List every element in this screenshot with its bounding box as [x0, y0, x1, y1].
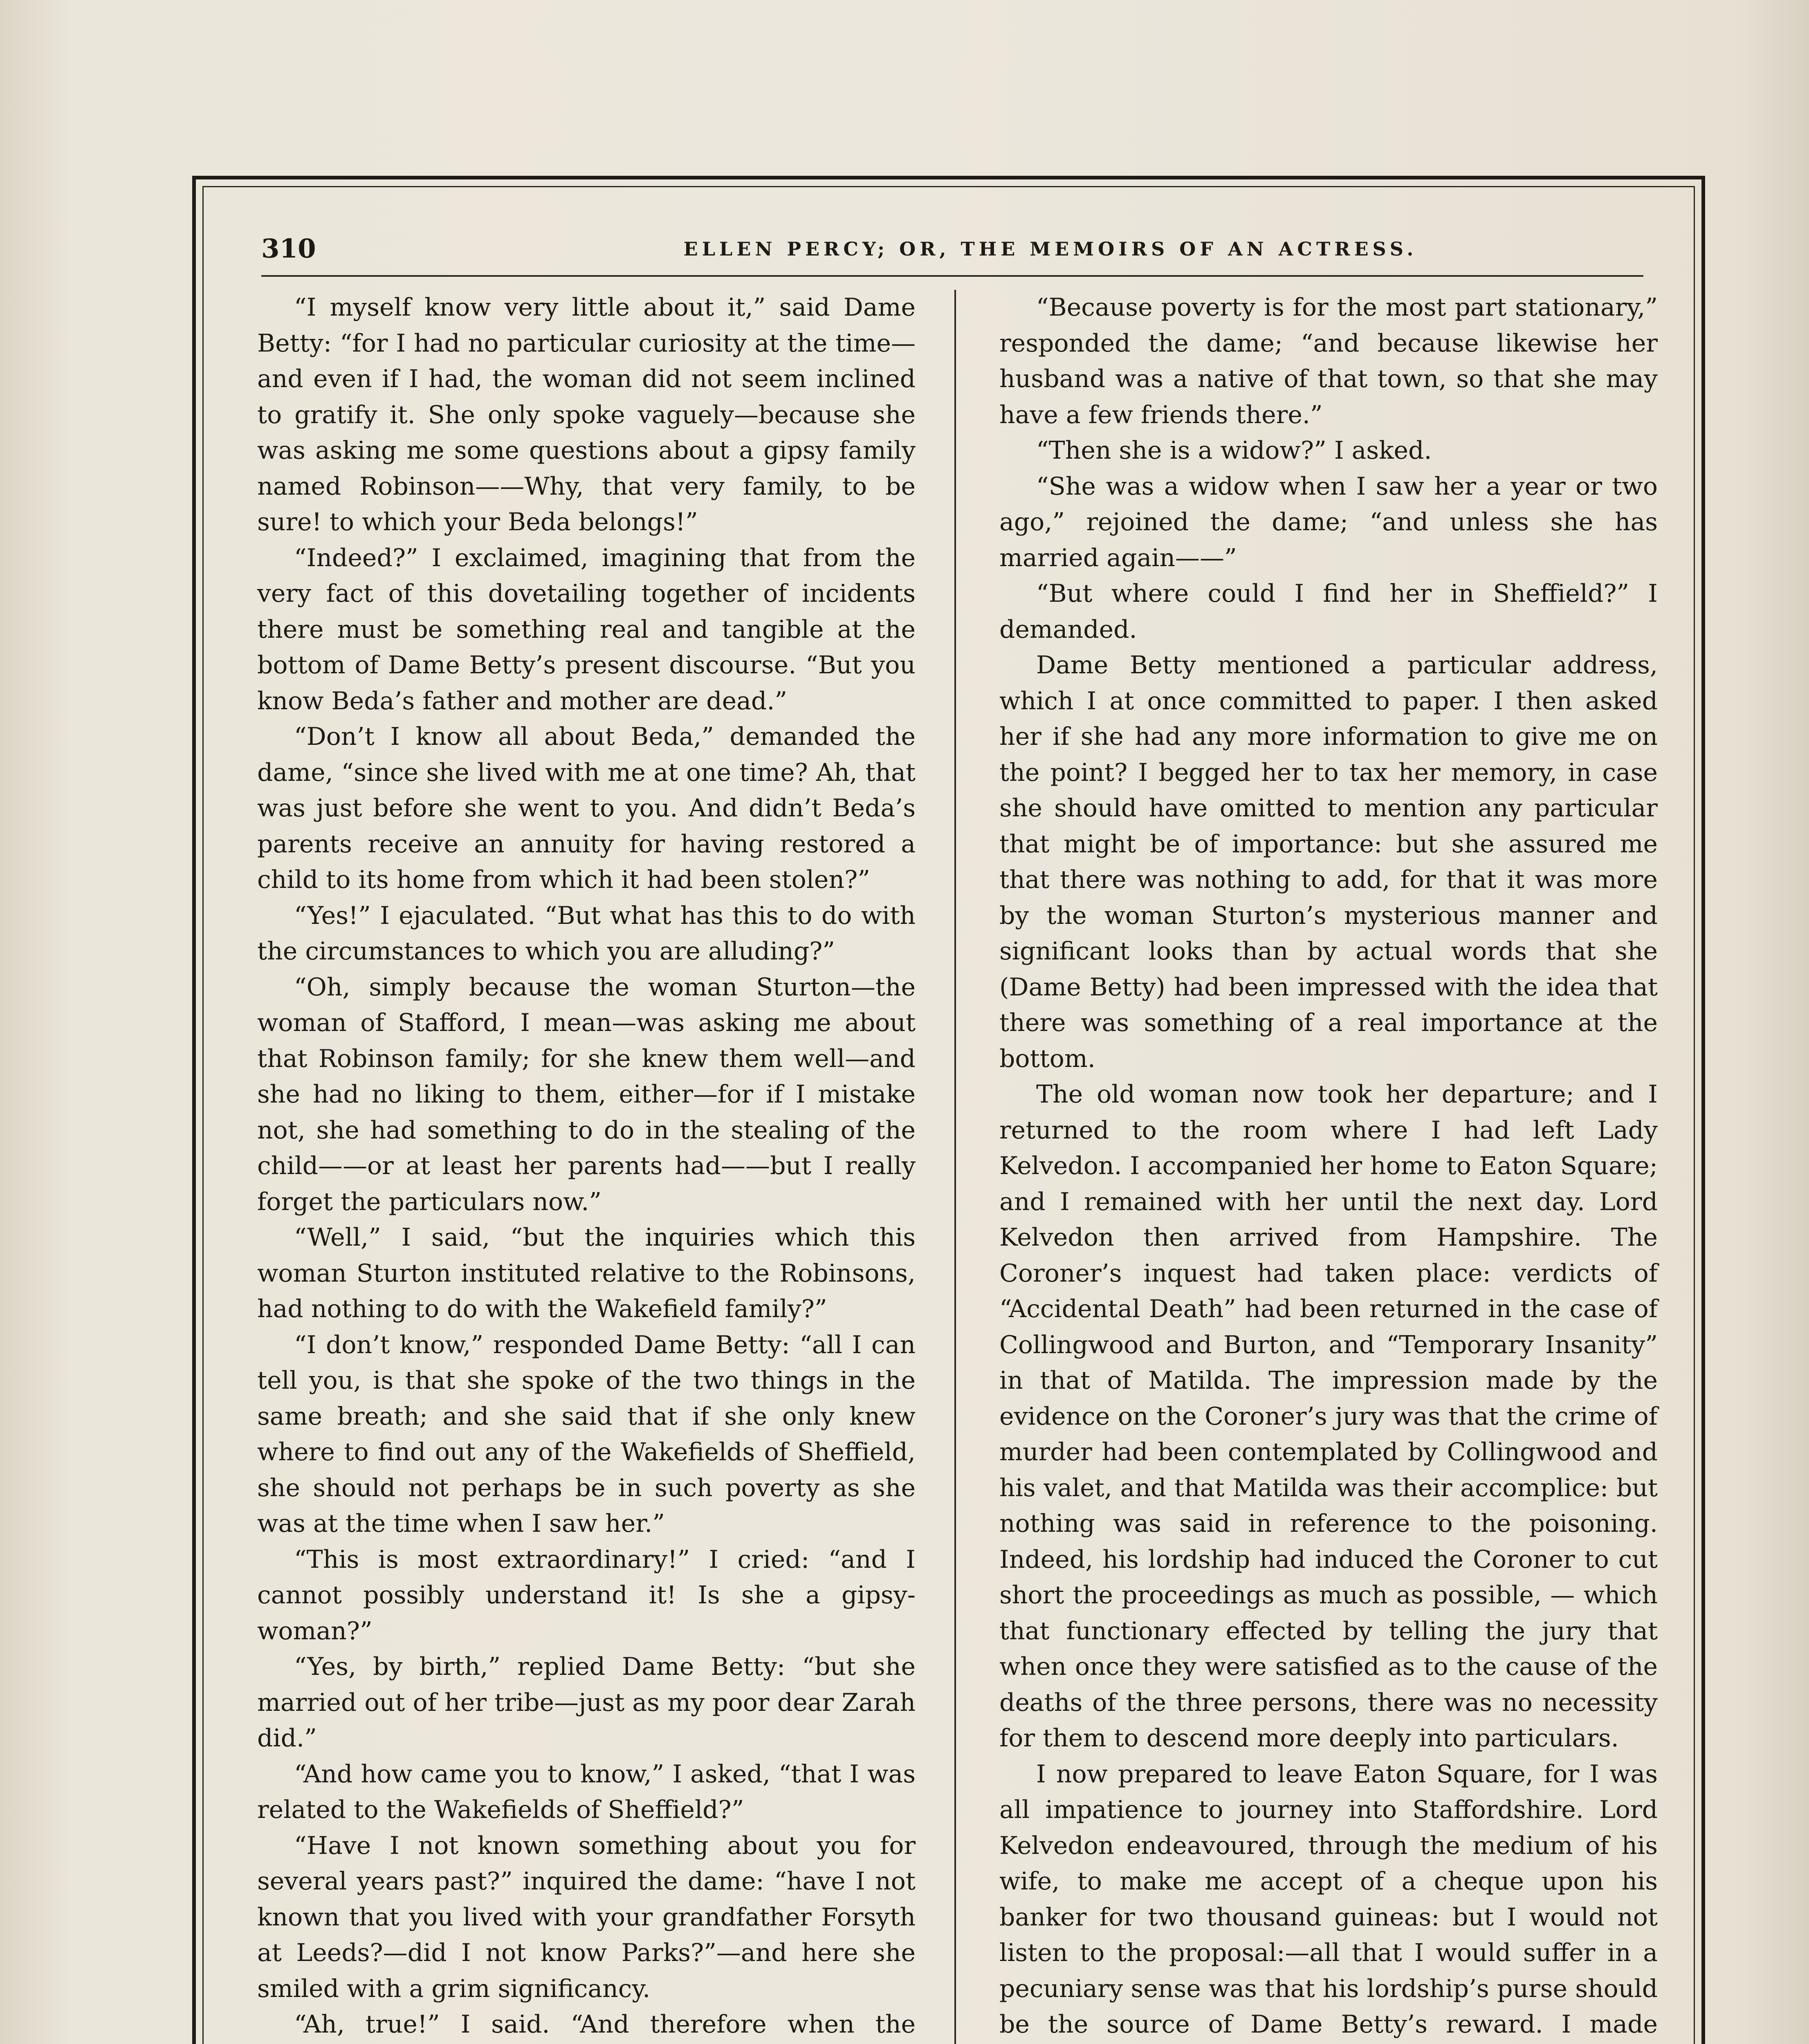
paragraph: “But where could I find her in Sheffield?” I demanded.: [999, 579, 1658, 644]
right-column: [999, 290, 1658, 2044]
paragraph: “She was a widow when I saw her a year or two ago,” rejoined the dame; “and unless she has married again——”: [999, 472, 1658, 572]
paragraph: I now prepared to leave Eaton Square, for I was all impatience to journey into Staffordshire. Lord Kelvedon endeavoured, through the medium of his wife, to make me accept of a cheque upon his banker for two thousand guineas: but I would not listen to the proposal:—all that I would suffer in a pecuniary sense was that his lordship’s purse should be the source of Dame Betty’s reward. I made: [999, 1759, 1658, 2039]
paragraph: “And how came you to know,” I asked, “that I was related to the Wakefields of Sheffield?”: [257, 1759, 916, 1824]
left-column: [257, 290, 916, 2044]
paragraph: The old woman now took her departure; and I returned to the room where I had left Lady Kelvedon. I accompanied her home to Eaton Square; and I remained with her until the next day. Lord Kelvedon then arrived from Hampshire. The Coroner’s inquest had taken place: verdicts of “Accidental Death” had been returned in the case of Collingwood and Burton, and “Temporary Insanity” in that of Matilda. The impression made by the evidence on the Coroner’s jury was that the crime of murder had been contemplated by Collingwood and his valet, and that Matilda was their accomplice: but nothing was said in reference to the poisoning. Indeed, his lordship had induced the Coroner to cut short the proceedings as much as possible, — which that functionary effected by telling the jury that when once they were satisfied as to the cause of the deaths of the three persons, there was no necessity for them to descend more deeply into particulars.: [999, 1080, 1658, 1753]
paragraph: “I don’t know,” responded Dame Betty: “all I can tell you, is that she spoke of the two things in the same breath; and she said that if she only knew where to find out any of the Wakefields of Sheffield, she should not perhaps be in such poverty as she was at the time when I saw her.”: [257, 1330, 916, 1538]
paragraph: “This is most extraordinary!” I cried: “and I cannot possibly understand it! Is she a gipsy-woman?”: [257, 1545, 916, 1645]
paragraph: “Don’t I know all about Beda,” demanded the dame, “since she lived with me at one time? Ah, that was just before she went to you. And didn’t Beda’s parents receive an annuity for having restored a child to its home from which it had been stolen?”: [257, 722, 916, 894]
column-divider: [954, 290, 956, 2044]
paragraph: “Yes, by birth,” replied Dame Betty: “but she married out of her tribe—just as my poor dear Zarah did.”: [257, 1652, 916, 1753]
page-header: [261, 229, 1643, 269]
running-title: ELLEN PERCY; OR, THE MEMOIRS OF AN ACTRESS.: [683, 238, 1418, 260]
paragraph: “I myself know very little about it,” said Dame Betty: “for I had no particular curiosity at the time—and even if I had, the woman did not seem inclined to gratify it. She only spoke vaguely—because she was asking me some questions about a gipsy family named Robinson——Why, that very family, to be sure! to which your Beda belongs!”: [257, 293, 916, 536]
page-frame: [192, 176, 1705, 2044]
paragraph: “Because poverty is for the most part stationary,” responded the dame; “and because likewise her husband was a native of that town, so that she may have a few friends there.”: [999, 293, 1658, 429]
paragraph: “Then she is a widow?” I asked.: [1036, 436, 1432, 465]
paragraph: “Have I not known something about you for several years past?” inquired the dame: “have I not known that you lived with your grandfather Forsyth at Leeds?—did I not know Parks?”—and here she smiled with a grim significancy.: [257, 1831, 916, 2003]
paragraph: “Ah, true!” I said. “And therefore when the: [294, 2010, 916, 2039]
paragraph: “Oh, simply because the woman Sturton—the woman of Stafford, I mean—was asking me about that Robinson family; for she knew them well—and she had no liking to them, either—for if I mistake not, she had something to do in the stealing of the child——or at least her parents had——but I really forget the particulars now.”: [257, 973, 916, 1216]
paragraph: Dame Betty mentioned a particular address, which I at once committed to paper. I then asked her if she had any more information to give me on the point? I begged her to tax her memory, in case she should have omitted to mention any particular that might be of importance: but she assured me that there was nothing to add, for that it was more by the woman Sturton’s mysterious manner and significant looks than by actual words that she (Dame Betty) had been impressed with the idea that there was something of a real importance at the bottom.: [999, 651, 1658, 1073]
paragraph: “Indeed?” I exclaimed, imagining that from the very fact of this dovetailing together of incidents there must be something real and tangible at the bottom of Dame Betty’s present discourse. “But you know Beda’s father and mother are dead.”: [257, 543, 916, 715]
page-number: 310: [261, 233, 316, 264]
paragraph: “Well,” I said, “but the inquiries which this woman Sturton instituted relative to the Robinsons, had nothing to do with the Wakefield family?”: [257, 1223, 916, 1323]
header-rule: [261, 275, 1643, 277]
paragraph: “Yes!” I ejaculated. “But what has this to do with the circumstances to which you are alluding?”: [257, 901, 916, 966]
